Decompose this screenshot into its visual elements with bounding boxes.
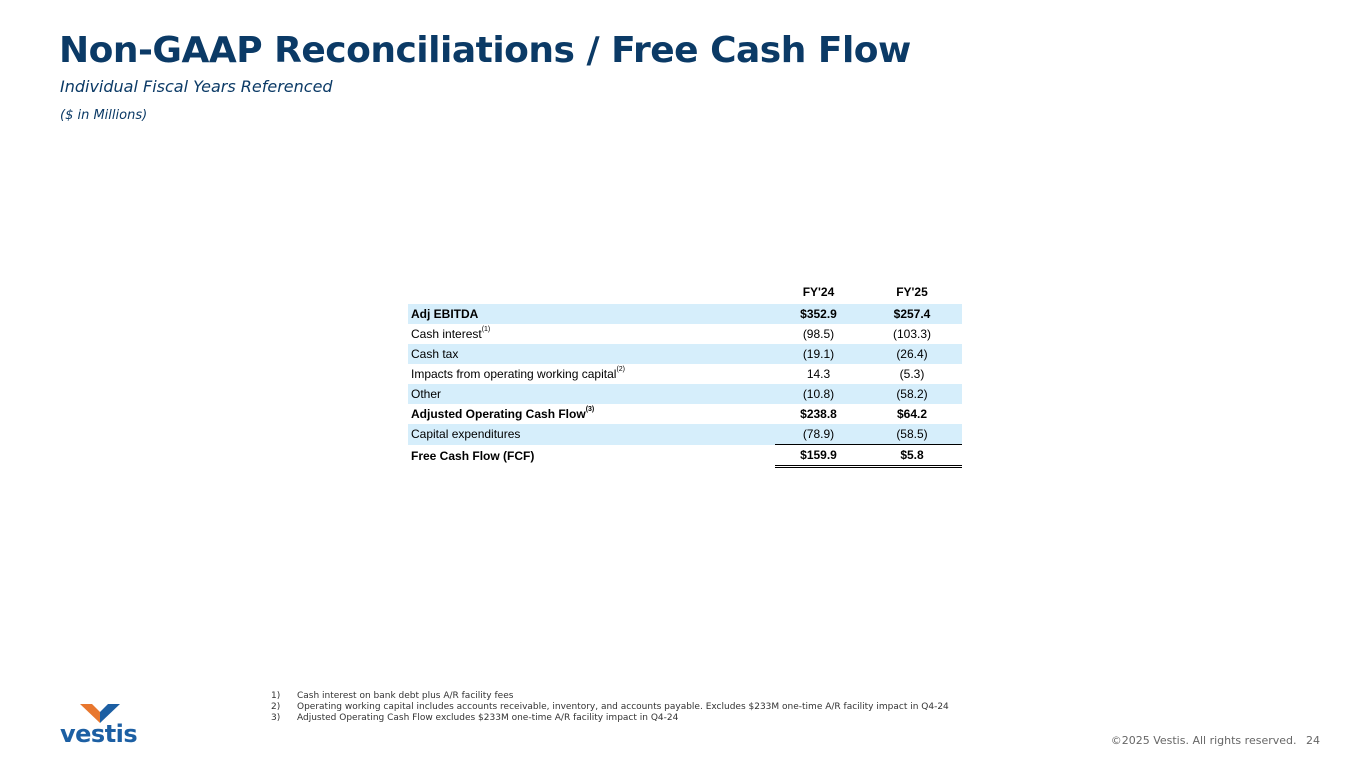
row-label: Capital expenditures bbox=[408, 424, 775, 445]
cell-fy24: (78.9) bbox=[775, 424, 862, 445]
table-row-cash-tax bbox=[408, 344, 962, 364]
row-label: Cash interest$^{(1)}$ bbox=[411, 326, 491, 341]
row-label: Impacts from operating working capital$^{(2)}$ bbox=[411, 366, 625, 381]
page-number: 24 bbox=[1306, 734, 1320, 747]
table-row-adj-operating-cash-flow bbox=[408, 404, 962, 424]
table-header-row bbox=[408, 280, 962, 304]
row-label: Free Cash Flow (FCF) bbox=[411, 448, 535, 463]
cell-fy24: $238.8 bbox=[800, 407, 837, 421]
footnote: 2) Operating working capital includes accounts receivable, inventory, and accounts payable. Excludes $233M one-time A/R facility impact in Q4-24 bbox=[271, 702, 949, 712]
row-label: Adjusted Operating Cash Flow$^{(3)}$ bbox=[411, 406, 595, 421]
table-row-other bbox=[408, 384, 962, 404]
copyright-footer bbox=[1111, 734, 1320, 747]
row-label: Cash tax bbox=[408, 344, 775, 364]
units-note: ($ in Millions) bbox=[60, 108, 148, 123]
cell-fy24: (10.8) bbox=[775, 384, 862, 404]
footnote: 3) Adjusted Operating Cash Flow excludes $233M one-time A/R facility impact in Q4-24 bbox=[271, 713, 679, 723]
cell-fy24: $352.9 bbox=[775, 304, 862, 324]
cell-fy24: $159.9 bbox=[775, 445, 862, 467]
table-row-free-cash-flow bbox=[408, 445, 962, 467]
cell-fy24: (19.1) bbox=[775, 344, 862, 364]
table-row-adj-ebitda bbox=[408, 304, 962, 324]
cell-fy25: $64.2 bbox=[896, 407, 928, 421]
footnotes bbox=[271, 691, 949, 724]
header-label-spacer bbox=[408, 280, 775, 304]
logo-wordmark: vestis bbox=[60, 720, 138, 748]
cell-fy25: $5.8 bbox=[862, 445, 962, 467]
cell-fy25: (58.5) bbox=[862, 424, 962, 445]
cell-fy25: (103.3) bbox=[892, 327, 932, 341]
row-label: Adj EBITDA bbox=[408, 304, 775, 324]
cell-fy25: (58.2) bbox=[862, 384, 962, 404]
column-header-fy24: FY'24 bbox=[802, 285, 835, 299]
copyright-text: ©2025 Vestis. All rights reserved. bbox=[1110, 734, 1297, 747]
page-subtitle: Individual Fiscal Years Referenced bbox=[60, 77, 333, 96]
table-row-cash-interest bbox=[408, 324, 962, 344]
cell-fy24: 14.3 bbox=[806, 367, 831, 381]
cell-fy24: (98.5) bbox=[802, 327, 835, 341]
table-row-capex bbox=[408, 424, 962, 445]
footnote: 1) Cash interest on bank debt plus A/R facility fees bbox=[271, 691, 514, 701]
cell-fy25: $257.4 bbox=[862, 304, 962, 324]
column-header-fy25: FY'25 bbox=[896, 285, 928, 299]
table-row-working-capital bbox=[408, 364, 962, 384]
cell-fy25: (5.3) bbox=[899, 367, 925, 381]
page-title: Non-GAAP Reconciliations / Free Cash Flow bbox=[59, 30, 911, 71]
vestis-logo bbox=[60, 702, 148, 750]
row-label: Other bbox=[408, 384, 775, 404]
cell-fy25: (26.4) bbox=[862, 344, 962, 364]
fcf-reconciliation-table bbox=[408, 280, 962, 468]
